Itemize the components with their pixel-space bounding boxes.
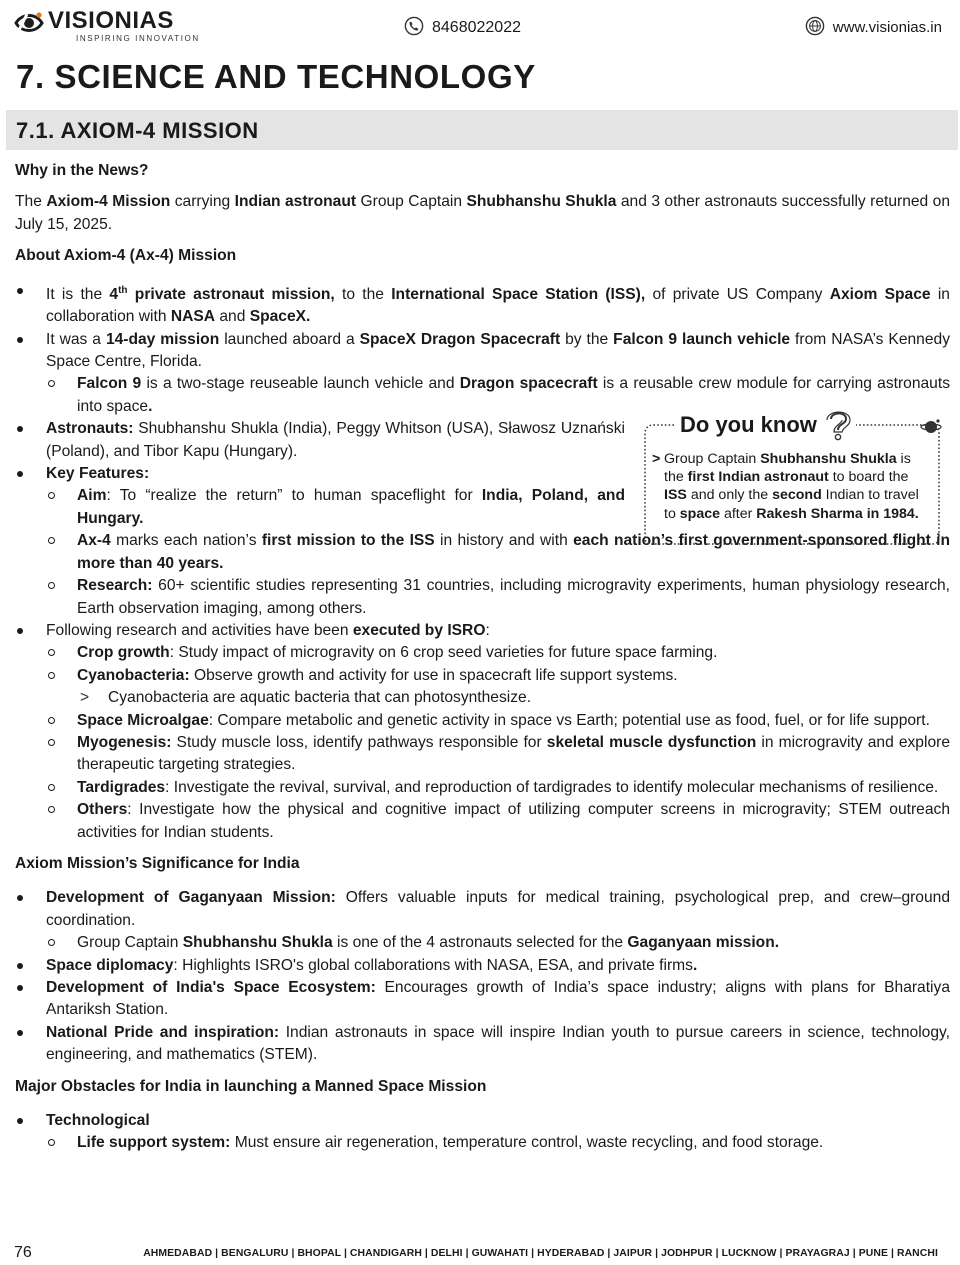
bold-text: 14-day mission — [105, 330, 220, 348]
text-run: launched aboard a — [219, 330, 360, 348]
text-run: by the — [560, 330, 614, 348]
page-footer — [0, 1240, 960, 1265]
text-run: : To “realize the return” to human spaceflight for — [106, 487, 482, 505]
list-item-text — [46, 418, 625, 463]
did-you-know-box — [642, 412, 942, 546]
list-item — [15, 887, 950, 954]
text-run: Shubhanshu Shukla (India), Peggy Whitson (USA), Sławosz Uznański (Poland), and Tibor Kapu (Hungary). — [46, 420, 625, 460]
bold-text: Shubhanshu Shukla — [182, 934, 333, 952]
why-heading: Why in the News? — [15, 162, 149, 179]
bullet-list — [46, 932, 950, 954]
text-run: Encourages growth of India’s space industry; aligns with plans for Bharatiya Antariksh Station. — [46, 979, 950, 1019]
bold-text: Development of India's Space Ecosystem: — [46, 979, 376, 996]
list-item-text — [77, 642, 950, 664]
bold-text: Axiom-4 Mission — [46, 193, 171, 211]
text-run: is one of the 4 astronauts selected for the — [332, 934, 628, 952]
list-item-text — [77, 777, 950, 799]
text-run: carrying — [170, 193, 235, 211]
list-item-text — [46, 329, 950, 374]
text-run: and only the — [686, 487, 773, 504]
why-paragraph — [15, 191, 950, 236]
list-item-text — [77, 575, 950, 620]
list-item-text — [77, 665, 950, 687]
website-link[interactable] — [805, 16, 942, 36]
text-run: to board the — [828, 469, 909, 486]
list-item-text — [77, 1132, 950, 1154]
logo-text: VISIONIAS — [48, 7, 174, 34]
list-item-text — [46, 280, 950, 329]
list-item-text — [46, 1110, 950, 1132]
text-run: Group Captain — [356, 193, 467, 211]
bold-text: Cyanobacteria: — [77, 666, 190, 684]
text-run: Must ensure air regeneration, temperature control, waste recycling, and food storage. — [230, 1134, 824, 1152]
text-run: after — [720, 505, 757, 522]
planet-icon — [920, 418, 942, 436]
list-item-text — [77, 932, 950, 954]
bold-text: Astronauts: — [46, 420, 134, 438]
did-you-know-body — [664, 451, 919, 522]
text-run: : Investigate how the physical and cognitive impact of utilizing computer screens in microgravity; STEM outreach activities for Indian students. — [77, 801, 950, 841]
bold-text: each nation’s first government-sponsored flight in more than 40 years. — [77, 532, 950, 572]
section-title: 7.1. AXIOM-4 MISSION — [16, 118, 259, 143]
list-item — [46, 799, 950, 844]
significance-list — [15, 887, 950, 1066]
text-run: Observe growth and activity for use in spacecraft life support systems. — [189, 666, 678, 684]
bold-text: Dragon spacecraft — [459, 375, 598, 393]
list-item — [46, 575, 950, 620]
about-list — [15, 280, 950, 844]
page-number: 76 — [14, 1244, 32, 1261]
text-run: It was a — [46, 330, 106, 348]
question-mark-icon — [822, 408, 854, 442]
text-run: of private US Company — [645, 285, 830, 303]
list-item — [46, 710, 950, 732]
bold-text: National Pride and inspiration: — [46, 1023, 280, 1041]
bold-text: Crop growth — [77, 644, 170, 662]
list-item — [77, 687, 950, 709]
bold-text: Indian astronaut — [234, 193, 357, 211]
did-you-know-text — [652, 450, 932, 523]
bold-text: NASA — [170, 308, 216, 326]
list-item-text — [108, 687, 950, 709]
text-run: Study muscle loss, identify pathways responsible for — [171, 733, 547, 751]
text-run: to the — [334, 285, 392, 303]
bold-text: Aim — [77, 487, 107, 505]
bullet-list — [15, 1110, 950, 1155]
bold-text: Falcon 9 launch vehicle — [613, 330, 791, 348]
text-run: is a two-stage reuseable launch vehicle and — [141, 375, 460, 393]
bold-text: ISS — [664, 487, 687, 504]
bold-text: Tardigrades — [77, 778, 166, 796]
bold-text: Falcon 9 — [77, 375, 142, 393]
bold-text: first Indian astronaut — [687, 469, 829, 486]
text-run: Indian to travel to — [664, 487, 919, 522]
bold-text: private astronaut mission, — [127, 285, 335, 303]
list-item — [46, 1132, 950, 1154]
bold-text: Rakesh Sharma in 1984. — [756, 505, 919, 522]
text-run: The — [15, 193, 47, 211]
logo-eye-icon — [14, 10, 44, 36]
bold-text: Key Features: — [46, 465, 150, 483]
text-run: in collaboration with — [46, 285, 950, 326]
text-run: : Study impact of microgravity on 6 crop seed varieties for future space farming. — [169, 644, 718, 662]
text-run: : Compare metabolic and genetic activity in space vs Earth; potential use as food, fuel, or for life support. — [208, 711, 930, 729]
text-run: : Investigate the revival, survival, and reproduction of tardigrades to identify molecular mechanisms of resilience. — [165, 778, 939, 796]
text-run: is a reusable crew module for carrying astronauts into space — [77, 375, 950, 415]
bold-text: Ax-4 — [77, 532, 111, 550]
bold-text: SpaceX. — [249, 308, 311, 326]
bold-text: Others — [77, 801, 128, 819]
bold-text: Life support system: — [77, 1134, 231, 1152]
text-run: marks each nation’s — [110, 532, 262, 550]
list-item-text — [77, 710, 950, 732]
phone-contact[interactable] — [404, 16, 521, 37]
list-item-text — [46, 977, 950, 1022]
obstacles-list — [15, 1110, 950, 1155]
bold-text: . — [692, 956, 698, 974]
bullet-list — [77, 687, 950, 709]
list-item — [15, 329, 950, 419]
bold-text: Shubhanshu Shukla — [466, 193, 617, 211]
text-run: from NASA’s Kennedy Space Centre, Florida. — [46, 330, 950, 371]
text-run: Cyanobacteria are aquatic bacteria that can photosynthesize. — [108, 689, 532, 707]
section-heading-bar — [6, 110, 958, 150]
list-item — [15, 1022, 950, 1067]
text-run: Offers valuable inputs for medical training, psychological prep, and crew–ground coordination. — [46, 889, 950, 929]
list-item — [15, 280, 950, 329]
list-item-text — [46, 887, 950, 932]
bullet-list — [15, 280, 950, 844]
list-item-text — [46, 1022, 950, 1067]
significance-heading: Axiom Mission’s Significance for India — [15, 854, 300, 872]
bold-text: Myogenesis: — [77, 733, 172, 751]
about-heading: About Axiom-4 (Ax-4) Mission — [15, 247, 237, 265]
obstacles-heading: Major Obstacles for India in launching a Manned Space Mission — [15, 1077, 487, 1095]
text-run: and — [215, 308, 250, 326]
text-run: Group Captain — [77, 934, 183, 952]
bold-text: SpaceX Dragon Spacecraft — [359, 330, 561, 348]
bold-text: India, Poland, and Hungary. — [77, 487, 625, 527]
bold-text: skeletal muscle dysfunction — [546, 733, 757, 751]
text-run: in history and with — [434, 532, 574, 550]
list-item-text — [46, 955, 950, 977]
text-run: and 3 other astronauts successfully returned on July 15, 2025. — [15, 193, 950, 233]
bold-text: International Space Station (ISS), — [391, 285, 646, 303]
bold-text: space — [679, 505, 721, 522]
bold-text: . — [148, 397, 153, 415]
bold-text: Development of Gaganyaan Mission: — [46, 889, 336, 907]
text-run: 60+ scientific studies representing 31 countries, including microgravity experiments, human physiology research, Earth observation imaging, among others. — [77, 577, 950, 617]
list-item — [46, 777, 950, 799]
list-item — [46, 932, 950, 954]
did-you-know-title: Do you know — [676, 412, 821, 438]
list-item-text — [77, 732, 950, 777]
bold-text: Shubhanshu Shukla — [760, 451, 897, 467]
list-item — [15, 620, 950, 844]
phone-number: 8468022022 — [432, 19, 521, 36]
text-run: is the — [664, 451, 911, 486]
list-item — [46, 642, 950, 664]
bold-text: Gaganyaan mission. — [627, 934, 780, 952]
bold-text: first mission to the ISS — [261, 532, 435, 550]
bold-text: Research: — [77, 577, 153, 595]
list-item — [15, 955, 950, 977]
logo-tagline: INSPIRING INNOVATION — [76, 34, 200, 43]
text-run: in microgravity and explore therapeutic targeting strategies. — [77, 733, 950, 774]
list-item — [15, 1110, 950, 1155]
footer-cities: AHMEDABAD | BENGALURU | BHOPAL | CHANDIGARH | DELHI | GUWAHATI | HYDERABAD | JAIPUR | JODHPUR | LUCKNOW | PRAYAGRAJ | PUNE | RANCHI — [143, 1248, 938, 1259]
website-url: www.visionias.in — [832, 19, 942, 36]
list-item — [46, 732, 950, 777]
bold-text: Space diplomacy — [46, 956, 174, 974]
bold-text: Space Microalgae — [77, 711, 209, 729]
bullet-list — [46, 642, 950, 844]
page-header — [0, 4, 960, 50]
chapter-title: 7. SCIENCE AND TECHNOLOGY — [16, 58, 536, 95]
text-run: : Highlights ISRO's global collaborations with NASA, ESA, and private firms — [173, 956, 693, 974]
text-run: Following research and activities have been — [46, 621, 353, 639]
article-body — [15, 160, 950, 1155]
bullet-list — [15, 887, 950, 1066]
list-item-text — [46, 620, 950, 642]
globe-icon — [805, 16, 825, 36]
list-item-text — [77, 485, 625, 530]
bullet-list — [46, 1132, 950, 1154]
text-run: Group Captain — [664, 451, 761, 467]
caret-icon: > — [652, 451, 661, 467]
bold-text: th — [118, 284, 128, 296]
list-item — [46, 665, 950, 710]
bold-text: Technological — [46, 1112, 150, 1130]
text-run: : — [485, 621, 490, 639]
bold-text: second — [772, 487, 822, 504]
text-run: Indian astronauts in space will inspire Indian youth to pursue careers in science, technology, engineering, and mathematics (STEM). — [46, 1023, 950, 1064]
bold-text: Axiom Space — [829, 285, 931, 303]
bold-text: executed by ISRO — [352, 621, 486, 639]
text-run: It is the — [46, 285, 110, 303]
list-item — [15, 977, 950, 1022]
bold-text: 4 — [109, 285, 119, 303]
phone-icon — [404, 16, 424, 36]
list-item-text — [77, 799, 950, 844]
